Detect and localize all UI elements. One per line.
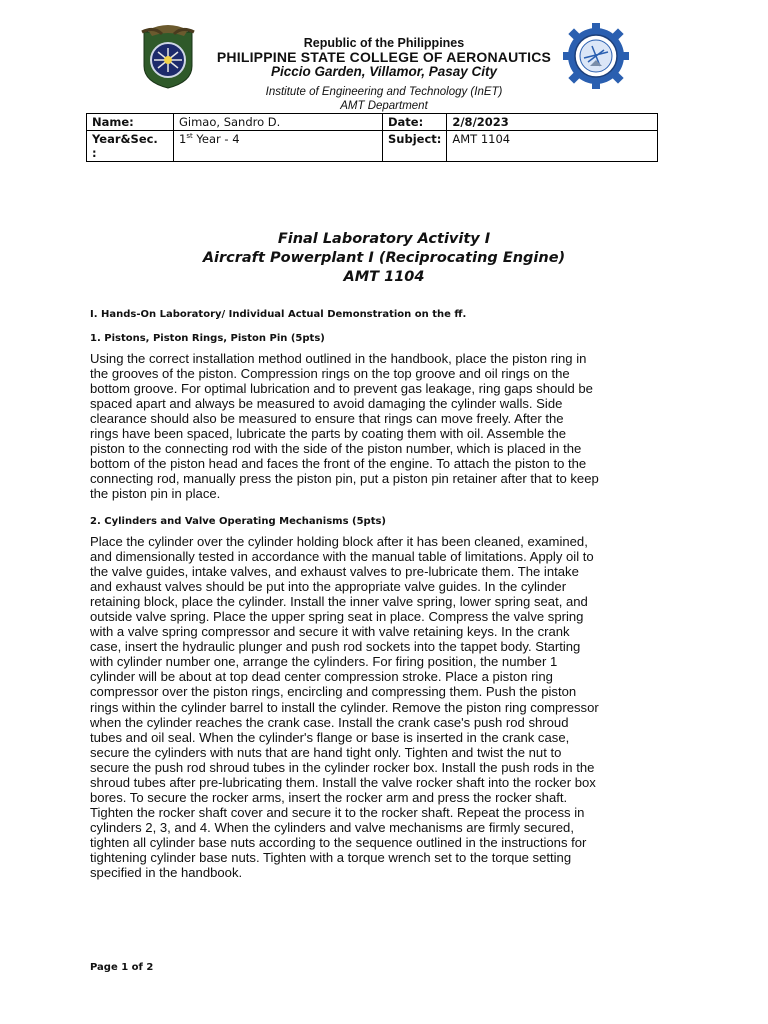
- paragraph-line: specified in the handbook.: [90, 865, 243, 881]
- paragraph-line: rings within the cylinder barrel to install the cylinder. Remove the piston ring compressor: [90, 699, 599, 715]
- title-line-2: Aircraft Powerplant I (Reciprocating Engine): [202, 250, 566, 266]
- year-ordinal: st: [186, 132, 193, 141]
- paragraph-line: rings have been spaced, lubricate the parts by coating them with oil. Assemble the: [90, 426, 567, 442]
- main-heading: I. Hands-On Laboratory/ Individual Actual Demonstration on the ff.: [90, 309, 467, 320]
- paragraph-line: with a valve spring compressor and secure it with valve retaining keys. In the crank: [90, 624, 570, 640]
- paragraph-line: outside valve spring. Place the upper spring seat in place. Compress the valve spring: [90, 609, 584, 625]
- paragraph-line: bottom groove. For optimal lubrication and to prevent gas leakage, ring gaps should be: [90, 381, 593, 397]
- paragraph-line: retaining block, place the cylinder. Install the inner valve spring, lower spring seat, and: [90, 594, 588, 610]
- paragraph-line: and exhaust valves should be put into the appropriate valve guides. In the cylinder: [90, 579, 567, 595]
- paragraph-line: cylinder will be about at top dead center compression stroke. Place a piston ring: [90, 669, 553, 685]
- paragraph-line: Tighten the rocker shaft cover and secure it to the rocker shaft. Repeat the process in: [90, 804, 585, 820]
- year-section-label-line2: :: [92, 146, 97, 160]
- paragraph-line: when the cylinder reaches the crank case. Install the crank case's push rod shroud: [90, 714, 569, 730]
- paragraph-line: Place the cylinder over the cylinder holding block after it has been cleaned, examined,: [90, 534, 588, 549]
- paragraph-line: secure the push rod shroud tubes in the cylinder rocker box. Install the push rods in the: [90, 759, 595, 775]
- name-label: Name:: [87, 114, 174, 131]
- info-row-name: [87, 114, 658, 131]
- paragraph-line: bores. To secure the rocker arms, insert the rocker arm and press the rocker shaft.: [90, 789, 568, 805]
- student-info-table: [86, 113, 658, 162]
- name-value: Gimao, Sandro D.: [174, 114, 383, 131]
- section-2-heading: 2. Cylinders and Valve Operating Mechanisms (5pts): [90, 516, 386, 527]
- paragraph-line: the grooves of the piston. Compression rings on the top groove and oil rings on the: [90, 366, 570, 382]
- paragraph-line: cylinders 2, 3, and 4. When the cylinders and valve mechanisms are firmly secured,: [90, 819, 574, 835]
- page-number: Page 1 of 2: [90, 962, 154, 973]
- paragraph-line: the piston pin in place.: [90, 486, 221, 502]
- paragraph-line: shroud tubes after pre-lubricating them. Install the valve rocker shaft into the rocker box: [90, 774, 596, 790]
- college-address: Piccio Garden, Villamor, Pasay City: [270, 64, 498, 79]
- paragraph-line: the valve guides, intake valves, and exhaust valves to pre-lubricate them. The intake: [90, 564, 579, 580]
- paragraph-line: secure the cylinders with nuts that are hand tight only. Tighten and twist the nut to: [90, 744, 562, 760]
- date-value: 2/8/2023: [447, 114, 658, 131]
- year-number: 1: [179, 132, 187, 146]
- title-line-3: AMT 1104: [343, 269, 425, 285]
- section-1-heading: 1. Pistons, Piston Rings, Piston Pin (5pts): [90, 333, 325, 344]
- institute-name: Institute of Engineering and Technology (InET): [265, 86, 503, 98]
- year-section-label: [87, 131, 174, 162]
- year-rest: Year - 4: [192, 132, 240, 146]
- department-name: AMT Department: [340, 100, 428, 112]
- paragraph-line: tightening cylinder base nuts. Tighten with a torque wrench set to the torque setting: [90, 849, 572, 865]
- title-line-1: Final Laboratory Activity I: [277, 231, 491, 247]
- paragraph-line: with cylinder number one, arrange the cylinders. For firing position, the number 1: [90, 654, 558, 670]
- year-section-value: [174, 131, 383, 162]
- date-label: Date:: [383, 114, 447, 131]
- paragraph-line: clearance should also be measured to ensure that rings can move freely. After the: [90, 411, 564, 427]
- year-section-label-line1: Year&Sec.: [92, 132, 158, 146]
- info-row-year: [87, 131, 658, 162]
- republic-line: Republic of the Philippines: [303, 36, 465, 50]
- section-2-paragraph: [90, 534, 680, 880]
- subject-label: Subject:: [383, 131, 447, 162]
- paragraph-line: tighten all cylinder base nuts according to the sequence outlined in the instructions for: [90, 834, 587, 850]
- paragraph-line: spaced apart and always be measured to avoid damaging the cylinder walls. Side: [90, 396, 563, 412]
- subject-value: AMT 1104: [447, 131, 658, 162]
- college-name: PHILIPPINE STATE COLLEGE OF AERONAUTICS: [216, 49, 552, 65]
- paragraph-line: connecting rod, manually press the piston pin, put a piston pin retainer after that to keep: [90, 471, 599, 487]
- paragraph-line: tubes and oil seal. When the cylinder's flange or base is inserted in the crank case,: [90, 729, 570, 745]
- paragraph-line: piston to the connecting rod with the side of the piston number, which is placed in the: [90, 441, 582, 457]
- paragraph-line: bottom of the piston head and faces the front of the engine. To attach the piston to the: [90, 456, 587, 472]
- paragraph-line: Using the correct installation method outlined in the handbook, place the piston ring in: [90, 351, 587, 366]
- paragraph-line: compressor over the piston rings, encircling and compressing them. Push the piston: [90, 684, 577, 700]
- paragraph-line: case, insert the hydraulic plunger and push rod sockets into the tappet body. Starting: [90, 639, 581, 655]
- section-1-paragraph: [90, 351, 680, 501]
- paragraph-line: and dimensionally tested in accordance with the manual table of limitations. Apply oil to: [90, 549, 594, 565]
